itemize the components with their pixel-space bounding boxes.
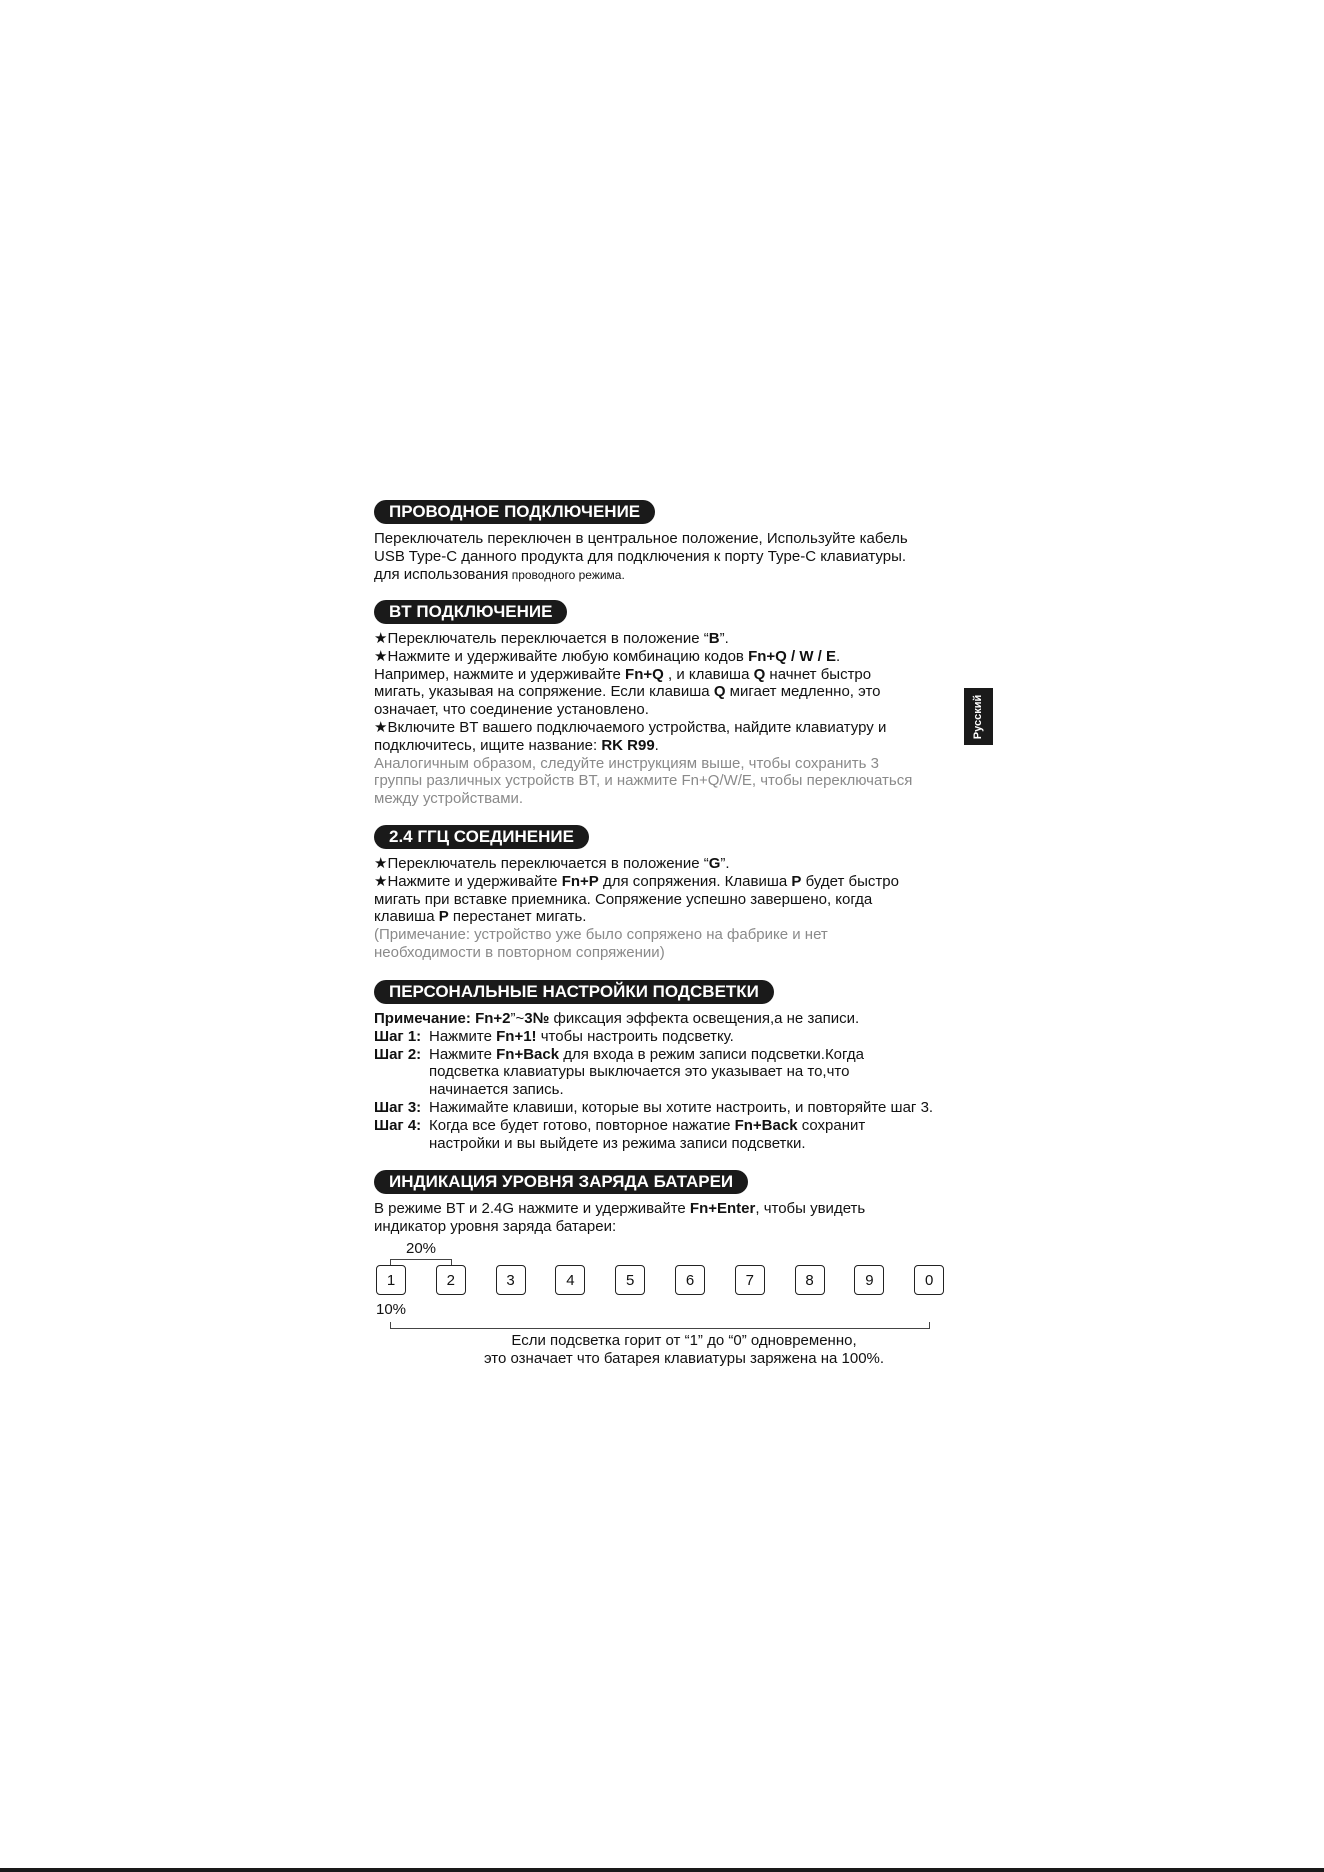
g24-l2d: P [791, 872, 802, 890]
bt-l2b: Fn+Q / W / E [748, 647, 836, 665]
s4c: сохранит [797, 1116, 866, 1134]
bt-l4c: мигает медленно, это [725, 683, 881, 701]
s1c: чтобы настроить подсветку. [536, 1027, 734, 1045]
battery-caption-1: Если подсветка горит от “1” до “0” одновременно, [511, 1332, 857, 1349]
key-box: 2 [436, 1265, 466, 1295]
bt-line-7 [374, 737, 974, 755]
bt-l2a: ★Нажмите и удерживайте любую комбинацию кодов [374, 647, 749, 665]
s4a: Когда все будет готово, повторное нажатие [429, 1116, 735, 1134]
step-3-label: Шаг 3: [374, 1098, 422, 1116]
step-1-text [429, 1028, 734, 1046]
s4-line-2: настройки и вы выйдете из режима записи подсветки. [429, 1134, 806, 1152]
wired-text [374, 530, 974, 584]
note-a: Примечание: Fn+2 [374, 1010, 511, 1027]
step-2-label: Шаг 2: [374, 1045, 422, 1063]
battery-l1a: В режиме BT и 2.4G нажмите и удерживайте [374, 1200, 690, 1217]
bt-l4b: Q [713, 683, 726, 701]
s2-line-2: подсветка клавиатуры выключается это указывает на то,что [429, 1063, 850, 1081]
g24-line-2 [374, 873, 974, 891]
wired-line-2: USB Type-C данного продукта для подключения к порту Type-C клавиатуры. [374, 547, 907, 565]
bt-l2c: . [835, 647, 841, 665]
note-d: фиксация эффекта освещения,а не записи. [549, 1010, 860, 1027]
g24-l2a: ★Нажмите и удерживайте [374, 872, 562, 890]
bt-l7b: RK R99 [601, 736, 655, 754]
step-2-text [429, 1046, 864, 1099]
key-box: 3 [496, 1265, 526, 1295]
note-b: ”~ [510, 1010, 525, 1027]
backlight-title: ПЕРСОНАЛЬНЫЕ НАСТРОЙКИ ПОДСВЕТКИ [374, 980, 774, 1004]
backlight-section [374, 980, 974, 1152]
g24-l1c: ”. [720, 855, 730, 872]
label-10-percent: 10% [376, 1301, 407, 1318]
wired-line-3b: проводного режима. [508, 567, 625, 582]
battery-caption-2: это означает что батарея клавиатуры заряжена на 100%. [483, 1350, 885, 1367]
g24-l2b: Fn+P [561, 872, 599, 890]
bt-text [374, 630, 974, 808]
bt-l3a: Например, нажмите и удерживайте [374, 665, 626, 683]
g24-l1a: ★Переключатель переключается в положение “ [374, 855, 709, 872]
g24-section [374, 825, 974, 962]
bt-line-1 [374, 630, 974, 648]
bt-line-3 [374, 666, 974, 684]
bt-l7c: . [654, 736, 659, 754]
g24-l1b: G [708, 855, 721, 872]
g24-l4b: P [438, 908, 449, 926]
g24-l2c: для сопряжения. Клавиша [598, 872, 792, 890]
g24-l4c: перестанет мигать. [448, 908, 587, 926]
battery-section [374, 1170, 974, 1236]
bt-line-4 [374, 683, 974, 701]
step-1 [374, 1028, 974, 1046]
step-4-text [429, 1117, 865, 1153]
g24-text [374, 855, 974, 962]
bt-l1a: ★Переключатель переключается в положение “ [374, 630, 709, 647]
battery-title: ИНДИКАЦИЯ УРОВНЯ ЗАРЯДА БАТАРЕИ [374, 1170, 748, 1194]
bt-grey-2: группы различных устройств BT, и нажмите Fn+Q/W/E, чтобы переключаться [374, 772, 913, 790]
s2-line-1 [429, 1046, 864, 1064]
g24-line-1 [374, 855, 974, 873]
g24-grey-1: (Примечание: устройство уже было сопряжено на фабрике и нет [374, 926, 828, 944]
s2b: Fn+Back [496, 1045, 560, 1063]
s4b: Fn+Back [734, 1116, 798, 1134]
g24-title: 2.4 ГГЦ СОЕДИНЕНИЕ [374, 825, 589, 849]
key-box: 4 [555, 1265, 585, 1295]
key-box: 1 [376, 1265, 406, 1295]
bt-l1c: ”. [719, 630, 729, 647]
bt-grey-1: Аналогичным образом, следуйте инструкциям выше, чтобы сохранить 3 [374, 754, 879, 772]
note-c: 3№ [524, 1010, 550, 1027]
bt-l3c: , и клавиша [663, 665, 754, 683]
key-box: 5 [615, 1265, 645, 1295]
key-box: 0 [914, 1265, 944, 1295]
page-bottom-border [0, 1868, 1324, 1872]
bt-l4a: мигать, указывая на сопряжение. Если клавиша [374, 683, 714, 701]
step-4 [374, 1117, 974, 1153]
s1b: Fn+1! [496, 1027, 537, 1045]
bt-line-5: означает, что соединение установлено. [374, 701, 649, 719]
s2-line-3: начинается запись. [429, 1081, 564, 1099]
language-tab-label: Русский [972, 694, 985, 739]
g24-l2e: будет быстро [801, 872, 899, 890]
key-box: 8 [795, 1265, 825, 1295]
step-4-label: Шаг 4: [374, 1116, 422, 1134]
battery-caption [374, 1332, 994, 1368]
g24-grey-2: необходимости в повторном сопряжении) [374, 943, 665, 961]
battery-indicator-diagram [374, 1240, 974, 1380]
backlight-note [374, 1010, 974, 1028]
key-box: 9 [854, 1265, 884, 1295]
bt-l7a: подключитесь, ищите название: [374, 736, 602, 754]
wired-title: ПРОВОДНОЕ ПОДКЛЮЧЕНИЕ [374, 500, 655, 524]
bt-l3d: Q [753, 665, 766, 683]
bt-section [374, 600, 974, 808]
s2c: для входа в режим записи подсветки.Когда [559, 1045, 864, 1063]
g24-line-4 [374, 908, 974, 926]
step-1-label: Шаг 1: [374, 1027, 422, 1045]
wired-line-3 [374, 566, 974, 585]
bt-l1b: B [708, 630, 720, 647]
step-2 [374, 1046, 974, 1099]
step-3-text: Нажимайте клавиши, которые вы хотите настроить, и повторяйте шаг 3. [429, 1098, 934, 1116]
key-box: 6 [675, 1265, 705, 1295]
battery-text [374, 1200, 974, 1236]
bt-l3b: Fn+Q [625, 665, 664, 683]
wired-section [374, 500, 974, 584]
s2a: Нажмите [429, 1045, 497, 1063]
s4-line-1 [429, 1117, 865, 1135]
bt-line-2 [374, 648, 974, 666]
battery-line-2: индикатор уровня заряда батареи: [374, 1217, 617, 1235]
backlight-text [374, 1010, 974, 1152]
g24-l4a: клавиша [374, 908, 439, 926]
battery-line-1 [374, 1200, 974, 1218]
bt-grey-3: между устройствами. [374, 790, 524, 808]
bracket-full [390, 1322, 930, 1329]
wired-line-1: Переключатель переключен в центральное положение, Используйте кабель [374, 530, 908, 547]
label-20-percent: 20% [406, 1240, 437, 1257]
bt-title: BT ПОДКЛЮЧЕНИЕ [374, 600, 567, 624]
s1a: Нажмите [429, 1027, 497, 1045]
bt-line-6: ★Включите BT вашего подключаемого устройства, найдите клавиатуру и [374, 718, 887, 736]
g24-line-3: мигать при вставке приемника. Сопряжение успешно завершено, когда [374, 890, 873, 908]
step-3 [374, 1099, 974, 1117]
key-box: 7 [735, 1265, 765, 1295]
wired-line-3a: для использования [374, 565, 509, 583]
battery-l1c: , чтобы увидеть [755, 1200, 866, 1217]
battery-l1b: Fn+Enter [689, 1200, 756, 1217]
bt-l3e: начнет быстро [765, 665, 872, 683]
